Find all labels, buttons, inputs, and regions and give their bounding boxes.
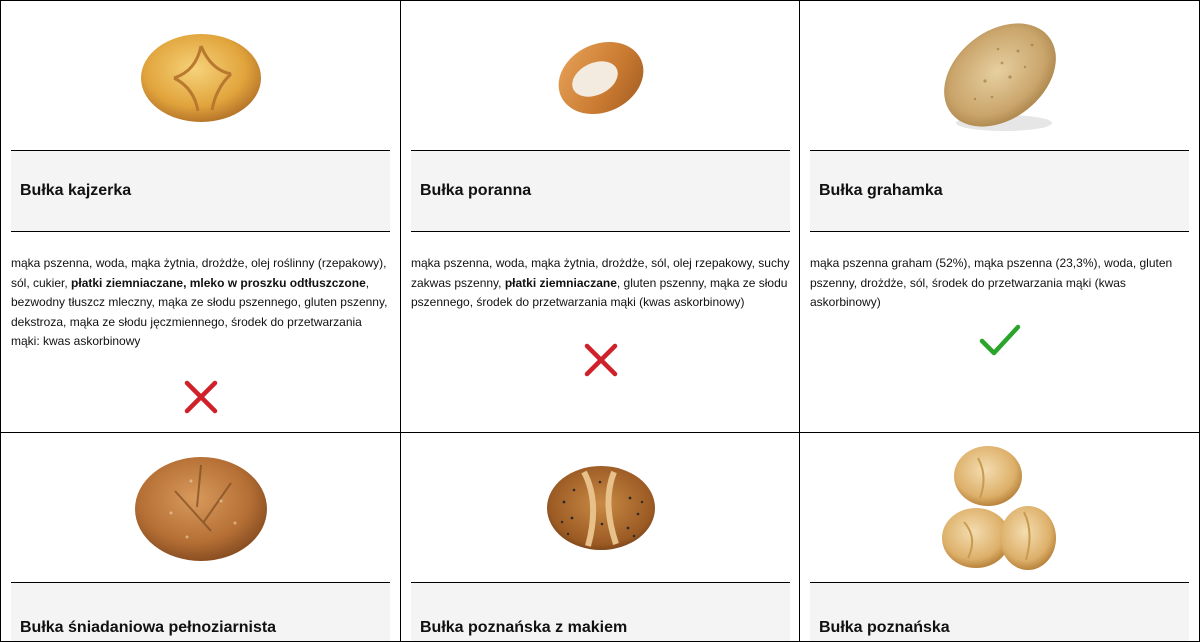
product-header xyxy=(11,582,390,642)
product-header xyxy=(11,150,390,232)
product-header xyxy=(411,582,790,642)
ingredients-text: mąka pszenna, woda, mąka żytnia, drożdże, sól, olej rzepakowy, suchy zakwas pszenny, xyxy=(411,256,790,290)
verdict xyxy=(800,323,1199,357)
product-title: Bułka grahamka xyxy=(819,182,943,199)
product-ingredients xyxy=(810,254,1189,313)
product-title: Bułka poznańska xyxy=(819,619,950,636)
bread-roll-graham-image xyxy=(930,11,1070,141)
product-title: Bułka poranna xyxy=(420,182,532,199)
product-image-area xyxy=(800,1,1199,151)
check-icon xyxy=(979,323,1021,357)
product-card-grahamka xyxy=(799,0,1200,433)
ingredients-highlight: płatki ziemniaczane, mleko w proszku odtłuszczone xyxy=(71,275,366,290)
product-image-area xyxy=(1,1,400,151)
bread-roll-poppy-image xyxy=(544,462,658,554)
bread-roll-poznan-image xyxy=(942,442,1058,574)
product-card-poranna xyxy=(400,0,801,433)
product-card-sniadaniowa xyxy=(0,432,401,642)
cross-icon xyxy=(183,379,219,415)
ingredients-text: mąka pszenna graham (52%), mąka pszenna (23,3%), woda, gluten pszenny, drożdże, sól, środek do przetwarzania mąki (kwas askorbinowy) xyxy=(810,256,1173,309)
product-card-poznanska xyxy=(799,432,1200,642)
ingredients-text: , gluten pszenny, mąka ze słodu pszennego, środek do przetwarzania mąki (kwas askorbinowy) xyxy=(411,275,788,309)
product-ingredients xyxy=(11,254,390,352)
product-header xyxy=(810,150,1189,232)
product-image-area xyxy=(401,1,800,151)
product-image-area xyxy=(401,433,800,583)
product-header xyxy=(411,150,790,232)
verdict xyxy=(1,379,400,415)
verdict xyxy=(401,342,800,378)
bread-roll-morning-image xyxy=(551,31,651,121)
product-card-poznanska-makiem xyxy=(400,432,801,642)
product-title: Bułka śniadaniowa pełnoziarnista xyxy=(20,619,277,636)
bread-roll-wholegrain-image xyxy=(131,451,271,565)
product-image-area xyxy=(1,433,400,583)
product-title: Bułka kajzerka xyxy=(20,182,132,199)
ingredients-text: mąka pszenna, woda, mąka żytnia, drożdże, olej roślinny (rzepakowy), sól, cukier, xyxy=(11,256,387,290)
product-header xyxy=(810,582,1189,642)
cross-icon xyxy=(583,342,619,378)
ingredients-text: , bezwodny tłuszcz mleczny, mąka ze słodu pszennego, gluten pszenny, dekstroza, mąka ze słodu jęczmiennego, środek do przetwarzania mąki: kwas askorbinowy xyxy=(11,275,388,348)
product-title: Bułka poznańska z makiem xyxy=(420,619,628,636)
product-ingredients xyxy=(411,254,790,313)
product-image-area xyxy=(800,433,1199,583)
product-card-kajzerka xyxy=(0,0,401,433)
ingredients-highlight: płatki ziemniaczane xyxy=(504,275,617,290)
bread-roll-kaiser-image xyxy=(136,26,266,126)
